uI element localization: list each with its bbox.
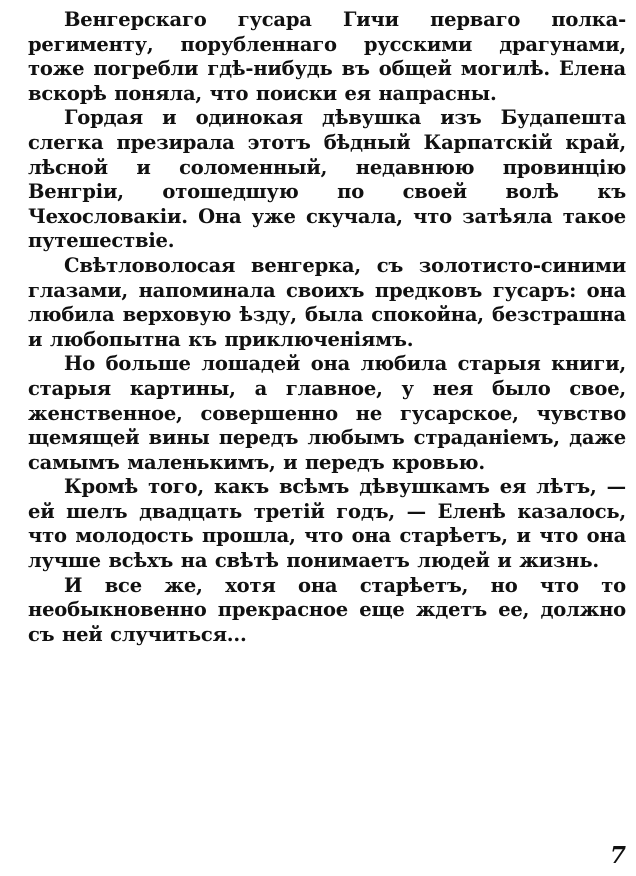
paragraph-4: Но больше лошадей она любила старыя книги, старыя картины, а главное, у нея было свое, женственное, совершенно не гусарское, чувство щемящей вины передъ любымъ страданіемъ, даже самымъ маленькимъ, и передъ кровью. [28,352,626,474]
body-text [28,8,626,647]
paragraph-3: Свѣтловолосая венгерка, съ золотисто-синими глазами, напоминала своихъ предковъ гусаръ: она любила верховую ѣзду, была спокойна, безстрашна и любопытна къ приключеніямъ. [28,253,626,351]
page-number: 7 [609,842,626,869]
paragraph-6: И все же, хотя она старѣетъ, но что то необыкновенно прекрасное еще ждетъ ее, должно съ ней случиться... [28,573,626,646]
paragraph-5: Кромѣ того, какъ всѣмъ дѣвушкамъ ея лѣтъ, — ей шелъ двадцать третій годъ, — Еленѣ казалось, что молодость прошла, что она старѣетъ, и что она лучше всѣхъ на свѣтѣ понимаетъ людей и жизнь. [28,475,626,573]
paragraph-2: Гордая и одинокая дѣвушка изъ Будапешта слегка презирала этотъ бѣдный Карпатскій край, лѣсной и соломенный, недавнюю провинцію Венгріи, отошедшую по своей волѣ къ Чехословакіи. Она уже скучала, что затѣяла такое путешествіе. [28,106,626,253]
paragraph-1: Венгерскаго гусара Гичи перваго полка-регименту, порубленнаго русскими драгунами, тоже погребли гдѣ-нибудь въ общей могилѣ. Елена вскорѣ поняла, что поиски ея напрасны. [28,8,626,105]
